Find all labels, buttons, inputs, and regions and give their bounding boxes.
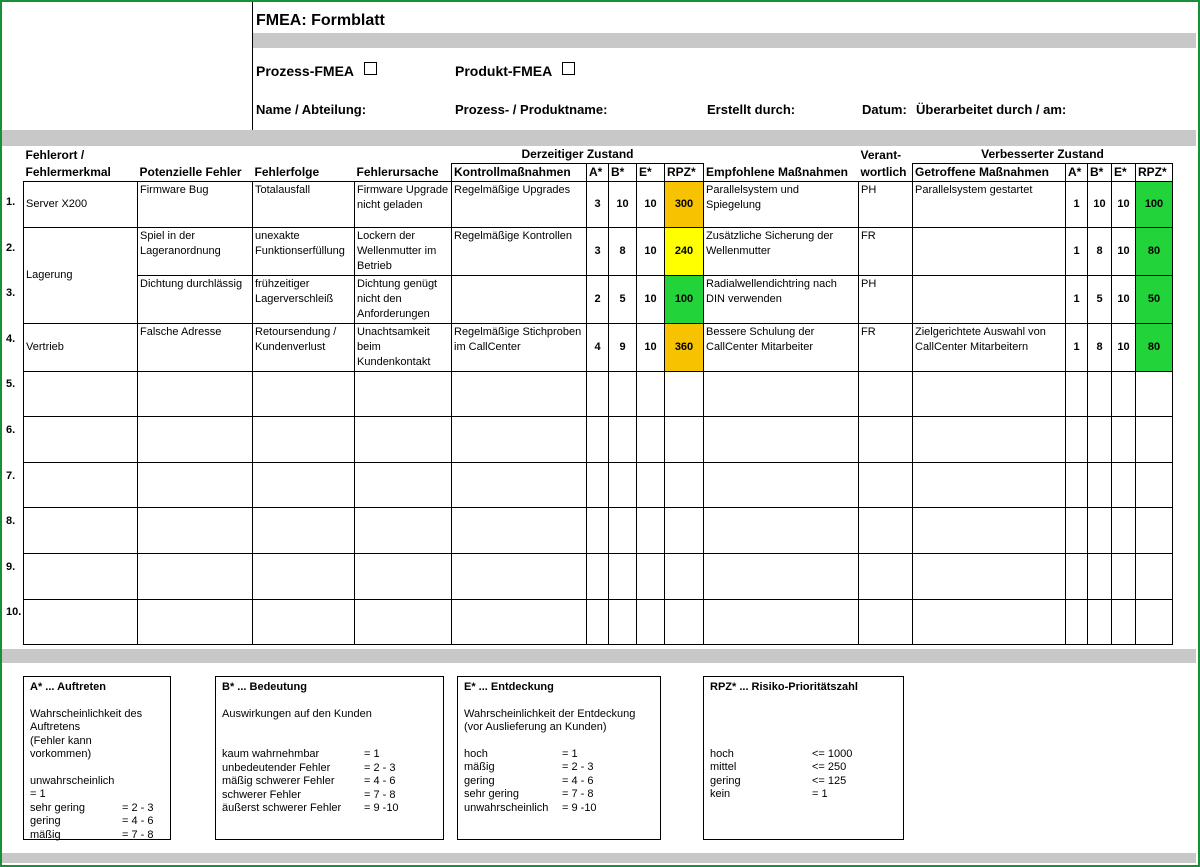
cell-rpz[interactable] [665,508,704,554]
cell-fehlerursache[interactable] [355,599,452,645]
row-number: 9. [6,560,16,573]
cell-fehlerursache[interactable]: Unachtsamkeit beim Kundenkontakt [355,323,452,371]
cell-e-improved[interactable] [1112,599,1136,645]
row-number: 8. [6,515,16,528]
cell-empfohlene-massnahmen[interactable] [704,371,859,417]
cell-fehlerort[interactable] [24,553,138,599]
cell-fehlerursache[interactable] [355,417,452,463]
cell-a-improved[interactable]: 1 [1066,323,1088,371]
cell-potenzielle-fehler[interactable] [138,371,253,417]
table-row [24,417,1173,463]
cell-getroffene-massnahmen[interactable] [913,599,1066,645]
legend-item-label: mittel [710,761,737,773]
footer-divider [2,853,1196,863]
cell-fehlerursache[interactable] [355,462,452,508]
legend-description-line: Auftretens [30,721,81,733]
legend-item-value: = 2 - 3 [562,761,594,773]
legend-entdeckung [457,676,661,840]
cell-fehlerfolge[interactable] [253,553,355,599]
legend-description-line: Wahrscheinlichkeit der Entdeckung [464,707,636,720]
cell-verantwortlich[interactable] [859,462,913,508]
cell-empfohlene-massnahmen[interactable] [704,553,859,599]
legend-item-value: = 1 [812,788,828,800]
row-number: 5. [6,378,16,391]
legend-item-label: äußerst schwerer Fehler [222,802,342,814]
legend-item-label: mäßig schwerer Fehler [222,775,335,787]
legend-item-label: mäßig [464,761,495,773]
cell-a[interactable] [587,371,609,417]
legend-item-label: hoch [464,747,488,760]
header-divider [253,33,1196,48]
legend-item-value: = 2 - 3 [364,761,396,774]
cell-fehlerursache[interactable] [355,553,452,599]
legend-item-value: = 4 - 6 [364,775,396,787]
header-fehlerort-2: Fehlermerkmal [25,165,111,179]
cell-rpz[interactable] [665,599,704,645]
cell-b-improved[interactable] [1088,508,1112,554]
cell-rpz-improved[interactable]: 80 [1136,323,1173,371]
cell-verantwortlich[interactable] [859,417,913,463]
cell-fehlerfolge[interactable] [253,371,355,417]
cell-empfohlene-massnahmen[interactable]: Parallelsystem und Spiegelung [704,182,859,228]
cell-rpz[interactable]: 100 [665,275,704,323]
cell-fehlerort[interactable]: Vertrieb [24,323,138,371]
cell-kontrollmassnahmen[interactable]: Regelmäßige Kontrollen [452,227,587,275]
fmea-table [23,146,1173,645]
legend-rpz [703,676,904,840]
cell-potenzielle-fehler[interactable] [138,462,253,508]
cell-rpz[interactable]: 300 [665,182,704,228]
cell-a-improved[interactable] [1066,417,1088,463]
cell-fehlerort[interactable] [24,599,138,645]
cell-a-improved[interactable] [1066,599,1088,645]
legend-item [710,788,897,802]
cell-a-improved[interactable]: 1 [1066,227,1088,275]
produkt-fmea-option[interactable] [455,62,575,79]
cell-fehlerort[interactable] [24,508,138,554]
cell-fehlerursache[interactable]: Firmware Upgrade nicht geladen [355,182,452,228]
legend-item [464,775,654,789]
legend-item-label: gering [30,815,61,827]
legend-item-value: = 1 [364,748,380,760]
cell-rpz-improved[interactable] [1136,371,1173,417]
cell-potenzielle-fehler[interactable]: Dichtung durchlässig [138,275,253,323]
cell-e-improved[interactable]: 10 [1112,275,1136,323]
legend-description-line: Auswirkungen auf den Kunden [222,707,372,720]
cell-kontrollmassnahmen[interactable] [452,275,587,323]
header-e: E* [637,164,665,182]
cell-fehlerfolge[interactable]: Retoursendung / Kundenverlust [253,323,355,371]
cell-b[interactable] [609,599,637,645]
header-fehlerursache: Fehlerursache [356,165,439,179]
cell-potenzielle-fehler[interactable] [138,417,253,463]
table-row [24,182,1173,228]
header-getroffene-massnahmen: Getroffene Maßnahmen [913,164,1066,182]
legend-rpz-title: RPZ* ... Risiko-Prioritätszahl [710,681,858,693]
legend-entdeckung-title: E* ... Entdeckung [464,681,554,693]
legend-item-value: = 4 - 6 [122,815,154,827]
datum-label: Datum: [862,102,907,117]
cell-empfohlene-massnahmen[interactable]: Bessere Schulung der CallCenter Mitarbeiter [704,323,859,371]
cell-fehlerfolge[interactable]: Totalausfall [253,182,355,228]
cell-e-improved[interactable]: 10 [1112,227,1136,275]
table-row [24,553,1173,599]
header-rpz-improved: RPZ* [1136,164,1173,182]
cell-rpz[interactable]: 240 [665,227,704,275]
cell-verantwortlich[interactable]: PH [859,182,913,228]
legend-item-label: hoch [710,747,734,760]
header-a: A* [587,164,609,182]
cell-b-improved[interactable]: 5 [1088,275,1112,323]
cell-fehlerursache[interactable] [355,508,452,554]
legend-auftreten [23,676,171,840]
legend-item-value: <= 125 [812,774,847,787]
table-row [24,508,1173,554]
cell-b-improved[interactable]: 8 [1088,227,1112,275]
legend-item [464,748,654,762]
legend-item-value: = 7 - 8 [364,788,396,801]
legend-item-value: = 7 - 8 [562,788,594,800]
cell-e-improved[interactable]: 10 [1112,182,1136,228]
header-a-improved: A* [1066,164,1088,182]
cell-a[interactable]: 3 [587,227,609,275]
cell-fehlerort[interactable] [24,462,138,508]
cell-rpz-improved[interactable]: 80 [1136,227,1173,275]
legend-item-label: sehr gering [30,801,86,814]
cell-a[interactable] [587,553,609,599]
cell-kontrollmassnahmen[interactable] [452,371,587,417]
cell-a-improved[interactable]: 1 [1066,275,1088,323]
cell-verantwortlich[interactable] [859,553,913,599]
cell-empfohlene-massnahmen[interactable] [704,599,859,645]
legend-item [710,761,897,775]
cell-b-improved[interactable] [1088,417,1112,463]
legend-item-value: = 9 -10 [364,802,399,814]
cell-getroffene-massnahmen[interactable] [913,508,1066,554]
cell-potenzielle-fehler[interactable] [138,599,253,645]
legend-item-label: schwerer Fehler [222,788,301,801]
table-row [24,227,1173,275]
cell-e[interactable] [637,553,665,599]
row-number: 3. [6,287,16,300]
legend-description-line: vorkommen) [30,748,92,760]
cell-e[interactable] [637,371,665,417]
cell-verantwortlich[interactable] [859,508,913,554]
legend-item [710,748,897,762]
header-b: B* [609,164,637,182]
cell-b[interactable]: 5 [609,275,637,323]
legend-item-value: = 9 -10 [562,801,597,814]
row-number: 4. [6,332,16,345]
cell-getroffene-massnahmen[interactable]: Parallelsystem gestartet [913,182,1066,228]
legend-auftreten-title: A* ... Auftreten [30,681,106,693]
legend-item-label: kein [710,788,731,800]
cell-kontrollmassnahmen[interactable] [452,599,587,645]
cell-rpz-improved[interactable] [1136,553,1173,599]
cell-e[interactable] [637,462,665,508]
cell-fehlerursache[interactable]: Dichtung genügt nicht den Anforderungen [355,275,452,323]
cell-fehlerfolge[interactable] [253,508,355,554]
legend-item [222,802,437,816]
cell-a-improved[interactable] [1066,553,1088,599]
legend-item [30,775,164,802]
legend-item-label: mäßig [30,828,61,841]
cell-rpz-improved[interactable] [1136,508,1173,554]
legend-bedeutung-title: B* ... Bedeutung [222,681,307,693]
legend-bedeutung [215,676,444,840]
cell-fehlerursache[interactable] [355,371,452,417]
cell-verantwortlich[interactable]: FR [859,227,913,275]
header-kontrollmassnahmen: Kontrollmaßnahmen [452,164,587,182]
cell-a-improved[interactable] [1066,462,1088,508]
header-fehlerfolge: Fehlerfolge [254,165,320,179]
cell-rpz[interactable] [665,462,704,508]
cell-fehlerfolge[interactable] [253,417,355,463]
cell-a[interactable]: 2 [587,275,609,323]
cell-kontrollmassnahmen[interactable]: Regelmäßige Stichproben im CallCenter [452,323,587,371]
table-row [24,323,1173,371]
cell-e-improved[interactable] [1112,553,1136,599]
cell-fehlerfolge[interactable]: frühzeitiger Lagerverschleiß [253,275,355,323]
legend-item-value: <= 250 [812,761,847,773]
legend-item-label: unbedeutender Fehler [222,761,331,774]
cell-a[interactable] [587,417,609,463]
cell-b-improved[interactable]: 10 [1088,182,1112,228]
cell-e-improved[interactable] [1112,371,1136,417]
cell-e-improved[interactable] [1112,508,1136,554]
produkt-fmea-checkbox[interactable] [562,62,575,75]
cell-kontrollmassnahmen[interactable] [452,417,587,463]
table-row [24,599,1173,645]
cell-e[interactable]: 10 [637,227,665,275]
cell-a[interactable] [587,462,609,508]
cell-a-improved[interactable]: 1 [1066,182,1088,228]
produkt-fmea-label: Produkt-FMEA [455,63,553,79]
ueberarbeitet-label: Überarbeitet durch / am: [916,102,1067,117]
cell-kontrollmassnahmen[interactable] [452,462,587,508]
cell-rpz[interactable] [665,553,704,599]
cell-fehlerursache[interactable]: Lockern der Wellenmutter im Betrieb [355,227,452,275]
form-title: FMEA: Formblatt [256,12,385,29]
cell-rpz[interactable]: 360 [665,323,704,371]
cell-getroffene-massnahmen[interactable] [913,462,1066,508]
cell-potenzielle-fehler[interactable]: Spiel in der Lageranordnung [138,227,253,275]
cell-kontrollmassnahmen[interactable] [452,553,587,599]
cell-potenzielle-fehler[interactable]: Falsche Adresse [138,323,253,371]
table-row [24,462,1173,508]
cell-rpz-improved[interactable] [1136,462,1173,508]
legend-item [222,762,437,776]
row-number: 7. [6,469,16,482]
cell-kontrollmassnahmen[interactable] [452,508,587,554]
legend-item [30,815,164,829]
legend-item-label: gering [710,774,741,787]
legend-item-label: sehr gering [464,788,520,800]
cell-b[interactable] [609,508,637,554]
legend-item [30,829,164,843]
section-divider-top [2,130,1196,146]
logo-area [2,2,253,130]
legend-description-line: (Fehler kann [30,734,92,747]
cell-e[interactable] [637,417,665,463]
cell-rpz[interactable] [665,417,704,463]
cell-a-improved[interactable] [1066,508,1088,554]
cell-verantwortlich[interactable]: PH [859,275,913,323]
cell-verantwortlich[interactable] [859,599,913,645]
row-number: 2. [6,241,16,254]
cell-fehlerfolge[interactable] [253,599,355,645]
cell-empfohlene-massnahmen[interactable] [704,508,859,554]
cell-a[interactable]: 3 [587,182,609,228]
cell-kontrollmassnahmen[interactable]: Regelmäßige Upgrades [452,182,587,228]
cell-fehlerfolge[interactable] [253,462,355,508]
cell-rpz-improved[interactable]: 50 [1136,275,1173,323]
row-number: 6. [6,424,16,436]
legend-item-value: <= 1000 [812,747,853,760]
cell-b[interactable] [609,553,637,599]
group-current-state: Derzeitiger Zustand [452,146,704,164]
cell-e[interactable] [637,599,665,645]
header-fehlerort-1: Fehlerort / [25,147,85,162]
cell-e[interactable]: 10 [637,182,665,228]
row-number: 10. [6,606,22,619]
cell-empfohlene-massnahmen[interactable] [704,462,859,508]
cell-fehlerfolge[interactable]: unexakte Funktionserfüllung [253,227,355,275]
legend-item [710,775,897,789]
group-improved-state: Verbesserter Zustand [913,146,1173,164]
cell-b[interactable]: 10 [609,182,637,228]
legend-item-label: kaum wahrnehmbar [222,748,320,760]
section-divider-bottom [2,649,1196,663]
cell-verantwortlich[interactable]: FR [859,323,913,371]
cell-e-improved[interactable] [1112,462,1136,508]
cell-getroffene-massnahmen[interactable] [913,417,1066,463]
cell-getroffene-massnahmen[interactable]: Zielgerichtete Auswahl von CallCenter Mitarbeitern [913,323,1066,371]
cell-fehlerort[interactable]: Server X200 [24,182,138,228]
legend-item-value: = 2 - 3 [122,801,154,814]
cell-b[interactable] [609,371,637,417]
cell-e[interactable]: 10 [637,323,665,371]
cell-fehlerort[interactable] [24,417,138,463]
cell-b-improved[interactable] [1088,553,1112,599]
legend-item-label: gering [464,774,495,787]
header-empfohlene-massnahmen: Empfohlene Maßnahmen [706,165,849,179]
cell-potenzielle-fehler[interactable] [138,508,253,554]
cell-a-improved[interactable] [1066,371,1088,417]
cell-b[interactable]: 8 [609,227,637,275]
legend-item-value: = 4 - 6 [562,774,594,787]
legend-item [464,802,654,816]
cell-b[interactable] [609,462,637,508]
prozess-fmea-label: Prozess-FMEA [256,63,355,79]
cell-e[interactable]: 10 [637,275,665,323]
erstellt-durch-label: Erstellt durch: [707,102,796,117]
cell-e-improved[interactable] [1112,417,1136,463]
cell-getroffene-massnahmen[interactable] [913,275,1066,323]
legend-item [222,789,437,803]
legend-item [222,775,437,789]
cell-fehlerort[interactable] [24,371,138,417]
cell-verantwortlich[interactable] [859,371,913,417]
cell-e-improved[interactable]: 10 [1112,323,1136,371]
header-e-improved: E* [1112,164,1136,182]
cell-rpz-improved[interactable] [1136,599,1173,645]
cell-rpz-improved[interactable] [1136,417,1173,463]
legend-item-value: = 1 [562,747,578,760]
legend-description-line: Wahrscheinlichkeit des [30,707,143,720]
cell-a[interactable]: 4 [587,323,609,371]
header-potenzielle-fehler: Potenzielle Fehler [139,165,242,179]
header-verantwortlich-1: Verant- [860,147,902,162]
header-b-improved: B* [1088,164,1112,182]
cell-empfohlene-massnahmen[interactable] [704,417,859,463]
legend-item [222,748,437,762]
cell-empfohlene-massnahmen[interactable]: Radialwellendichtring nach DIN verwenden [704,275,859,323]
prozess-fmea-checkbox[interactable] [364,62,377,75]
cell-b-improved[interactable] [1088,462,1112,508]
name-abteilung-label: Name / Abteilung: [256,102,367,117]
cell-b[interactable]: 9 [609,323,637,371]
cell-a[interactable] [587,599,609,645]
legend-item-label: unwahrscheinlich = 1 [30,774,115,800]
cell-getroffene-massnahmen[interactable] [913,553,1066,599]
table-row [24,371,1173,417]
cell-a[interactable] [587,508,609,554]
cell-rpz-improved[interactable]: 100 [1136,182,1173,228]
header-verantwortlich-2: wortlich [860,165,907,179]
cell-b-improved[interactable] [1088,599,1112,645]
cell-getroffene-massnahmen[interactable] [913,371,1066,417]
cell-b-improved[interactable] [1088,371,1112,417]
legend-item-label: unwahrscheinlich [464,801,549,814]
prozess-fmea-option[interactable] [256,62,377,79]
cell-potenzielle-fehler[interactable]: Firmware Bug [138,182,253,228]
cell-potenzielle-fehler[interactable] [138,553,253,599]
cell-b[interactable] [609,417,637,463]
legend-item [30,802,164,816]
cell-rpz[interactable] [665,371,704,417]
cell-e[interactable] [637,508,665,554]
legend-item-value: = 7 - 8 [122,828,154,841]
cell-fehlerort[interactable]: Lagerung [24,227,138,323]
cell-empfohlene-massnahmen[interactable]: Zusätzliche Sicherung der Wellenmutter [704,227,859,275]
cell-getroffene-massnahmen[interactable] [913,227,1066,275]
legend-description-line: (vor Auslieferung an Kunden) [464,721,607,733]
legend-item [464,761,654,775]
cell-b-improved[interactable]: 8 [1088,323,1112,371]
header-rpz: RPZ* [665,164,704,182]
table-row [24,275,1173,323]
legend-item [464,788,654,802]
prozess-produktname-label: Prozess- / Produktname: [455,102,608,117]
row-number: 1. [6,196,16,208]
